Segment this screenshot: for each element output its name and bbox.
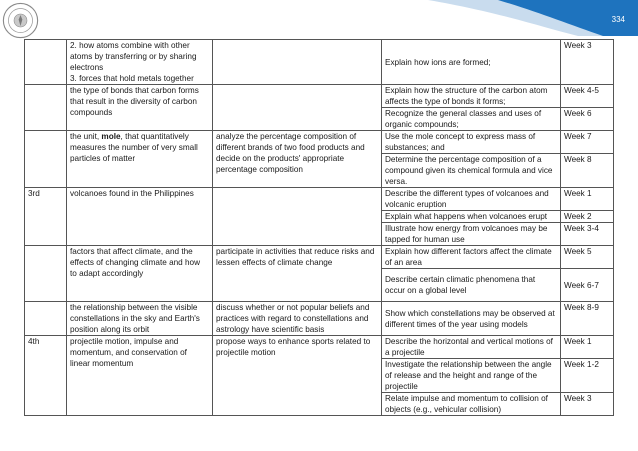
week-cell: Week 3 bbox=[561, 40, 614, 85]
week-cell: Week 2 bbox=[561, 211, 614, 223]
week-cell: Week 5 bbox=[561, 246, 614, 269]
competency-cell: Relate impulse and momentum to collision of objects (e.g., vehicular collision) bbox=[382, 393, 561, 416]
content-text: the unit, bbox=[70, 132, 102, 141]
content-cell: factors that affect climate, and the effects of changing climate and how to adapt accordingly bbox=[67, 246, 213, 302]
content-cell: projectile motion, impulse and momentum, and conservation of linear momentum bbox=[67, 336, 213, 416]
competency-cell: Describe the different types of volcanoes and volcanic eruption bbox=[382, 188, 561, 211]
table-row bbox=[25, 302, 614, 336]
performance-cell: participate in activities that reduce risks and lessen effects of climate change bbox=[213, 246, 382, 302]
performance-cell bbox=[213, 40, 382, 85]
table-row bbox=[25, 131, 614, 154]
week-cell: Week 8 bbox=[561, 154, 614, 188]
table-row bbox=[25, 336, 614, 359]
competency-cell: Explain what happens when volcanoes erupt bbox=[382, 211, 561, 223]
week-cell: Week 3-4 bbox=[561, 223, 614, 246]
performance-cell: discuss whether or not popular beliefs and practices with regard to constellations and astrology have scientific basis bbox=[213, 302, 382, 336]
week-cell: Week 6 bbox=[561, 108, 614, 131]
quarter-cell: 3rd bbox=[25, 188, 67, 246]
competency-cell: Explain how different factors affect the climate of an area bbox=[382, 246, 561, 269]
content-cell: volcanoes found in the Philippines bbox=[67, 188, 213, 246]
week-cell: Week 8-9 bbox=[561, 302, 614, 336]
curriculum-guide-table bbox=[24, 39, 614, 416]
table-row bbox=[25, 85, 614, 108]
content-text: 2. how atoms combine with other atoms by transferring or by sharing electrons bbox=[70, 41, 197, 72]
content-text: 3. forces that hold metals together bbox=[70, 74, 194, 83]
performance-cell: propose ways to enhance sports related to projectile motion bbox=[213, 336, 382, 416]
week-cell: Week 1-2 bbox=[561, 359, 614, 393]
quarter-cell bbox=[25, 246, 67, 302]
performance-cell bbox=[213, 85, 382, 131]
quarter-cell bbox=[25, 40, 67, 85]
content-text: , that quantitatively measures the number of very small particles of matter bbox=[70, 132, 198, 163]
quarter-cell bbox=[25, 302, 67, 336]
week-cell: Week 1 bbox=[561, 188, 614, 211]
header-swoosh-banner bbox=[428, 0, 638, 36]
competency-cell: Show which constellations may be observed at different times of the year using models bbox=[382, 302, 561, 336]
week-cell: Week 4-5 bbox=[561, 85, 614, 108]
competency-cell: Explain how the structure of the carbon atom affects the type of bonds it forms; bbox=[382, 85, 561, 108]
page-number: 334 bbox=[611, 15, 625, 24]
content-cell: the type of bonds that carbon forms that result in the diversity of carbon compounds bbox=[67, 85, 213, 131]
table-row bbox=[25, 246, 614, 269]
quarter-cell bbox=[25, 85, 67, 131]
week-cell: Week 6-7 bbox=[561, 269, 614, 302]
content-cell bbox=[67, 40, 213, 85]
competency-cell: Recognize the general classes and uses of organic compounds; bbox=[382, 108, 561, 131]
deped-seal-logo bbox=[2, 2, 39, 39]
week-cell: Week 1 bbox=[561, 336, 614, 359]
quarter-cell bbox=[25, 131, 67, 188]
competency-cell: Use the mole concept to express mass of substances; and bbox=[382, 131, 561, 154]
table-row bbox=[25, 188, 614, 211]
week-cell: Week 7 bbox=[561, 131, 614, 154]
competency-cell: Explain how ions are formed; bbox=[382, 40, 561, 85]
competency-cell: Determine the percentage composition of a compound given its chemical formula and vice versa. bbox=[382, 154, 561, 188]
quarter-cell: 4th bbox=[25, 336, 67, 416]
competency-cell: Investigate the relationship between the angle of release and the height and range of the projectile bbox=[382, 359, 561, 393]
week-cell: Week 3 bbox=[561, 393, 614, 416]
content-cell: the relationship between the visible constellations in the sky and Earth's position along its orbit bbox=[67, 302, 213, 336]
performance-cell: analyze the percentage composition of different brands of two food products and decide on the products' appropriate percentage composition bbox=[213, 131, 382, 188]
competency-cell: Describe the horizontal and vertical motions of a projectile bbox=[382, 336, 561, 359]
competency-cell: Describe certain climatic phenomena that occur on a global level bbox=[382, 269, 561, 302]
mole-term: mole bbox=[101, 132, 121, 141]
performance-cell bbox=[213, 188, 382, 246]
competency-cell: Illustrate how energy from volcanoes may be tapped for human use bbox=[382, 223, 561, 246]
table-row bbox=[25, 40, 614, 85]
content-cell bbox=[67, 131, 213, 188]
